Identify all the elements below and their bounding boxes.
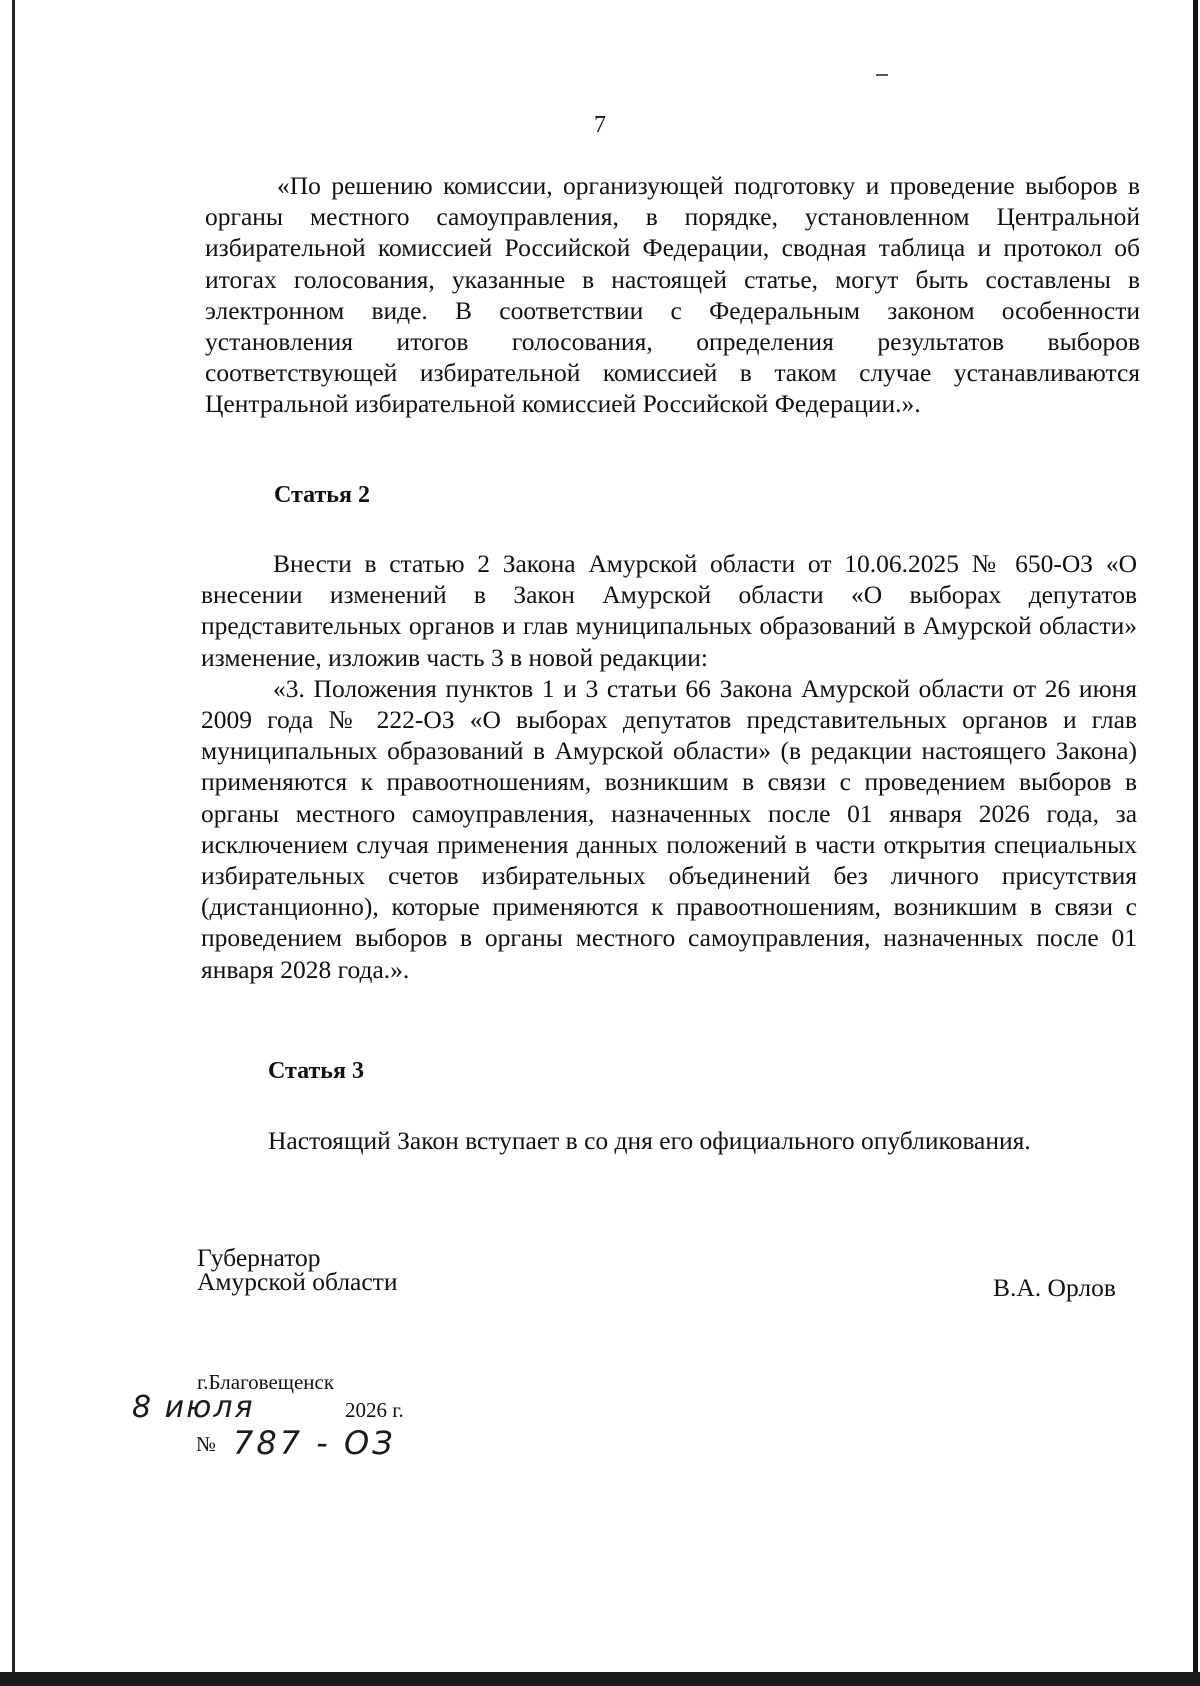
article-2-body [201,548,1137,985]
text-line: случае устанавливаются Центральной избирательной комиссией Российской [205,358,1140,419]
article-3-text: Настоящий Закон вступает в со дня его официального опубликования. [268,1126,1031,1155]
scan-edge-bottom [0,1672,1200,1686]
text-line: представительных органов и глав муниципальных образований в Амурской [201,611,1032,641]
text-line: «О внесении изменений в Закон Амурской области «О выборах депутатов [201,549,1138,610]
place-of-signing: г.Благовещенск [197,1370,335,1394]
text-line: области» изменение, изложив часть 3 в новой редакции: [201,611,1138,672]
text-line: которые применяются к правоотношениям, возникшим в связи с [391,892,1138,922]
law-number-prefix: № [196,1432,217,1456]
quote-paragraph [205,170,1140,420]
text-line: в связи с проведением выборов в органы местного самоуправления, [201,767,1138,828]
handwritten-law-number: 787 - ОЗ [233,1424,396,1462]
article-2-paragraph-2 [201,673,1137,985]
text-line: законом особенности установления итогов голосования, определения [205,295,1140,357]
text-line: Центральной избирательной комиссией Российской Федерации, сводная [205,202,1140,263]
text-line: таблица и протокол об итогах голосования, указанные в настоящей статье, [205,233,1141,294]
signer-name: В.А. Орлов [993,1273,1116,1302]
handwritten-date: 8 июля [132,1390,255,1425]
text-line: после 01 января 2028 года.». [201,923,1137,984]
text-line: результатов выборов соответствующей избирательной комиссией в таком [205,327,1140,388]
text-line: проведением выборов в органы местного самоуправления, назначенных [201,923,1024,953]
position-line: Амурской области [197,1267,398,1296]
text-line: назначенных после 01 января 2026 года, за исключением случая применения [201,798,1138,859]
text-line: Федерации.». [774,389,921,419]
scan-edge-right [1193,0,1198,1686]
text-line: данных положений в части открытия специальных избирательных счетов [201,829,1137,891]
article-2-paragraph-1 [201,548,1137,673]
signature-position [197,1243,398,1296]
scan-artifact [876,74,888,76]
year-label: 2026 г. [345,1398,404,1422]
article-2-title: Статья 2 [274,482,370,508]
text-line: выборов в органы местного самоуправления, в порядке, установленном [205,171,1141,232]
page-number: 7 [594,112,606,138]
text-line: «3. Положения пунктов 1 и 3 статьи 66 Закона Амурской области от [273,673,1037,703]
scan-edge-left [12,0,15,1686]
text-line: 26 июня 2009 года № 222-ОЗ «О выборах депутатов представительных [201,673,1138,735]
text-line: избирательных объединений без личного присутствия (дистанционно), [201,861,1137,922]
text-line: «По решению комиссии, организующей подготовку и проведение [277,171,1015,200]
article-3-title: Статья 3 [268,1058,364,1084]
text-line: редакции настоящего Закона) применяются к правоотношениям, возникшим [201,736,1137,797]
text-line: могут быть составлены в электронном виде. В соответствии с Федеральным [205,264,1140,325]
text-line: Внести в статью 2 Закона Амурской области от 10.06.2025 № 650-ОЗ [273,549,1094,578]
text-line: органов и глав муниципальных образований в Амурской области» (в [201,705,1138,766]
position-line: Губернатор [197,1243,321,1272]
